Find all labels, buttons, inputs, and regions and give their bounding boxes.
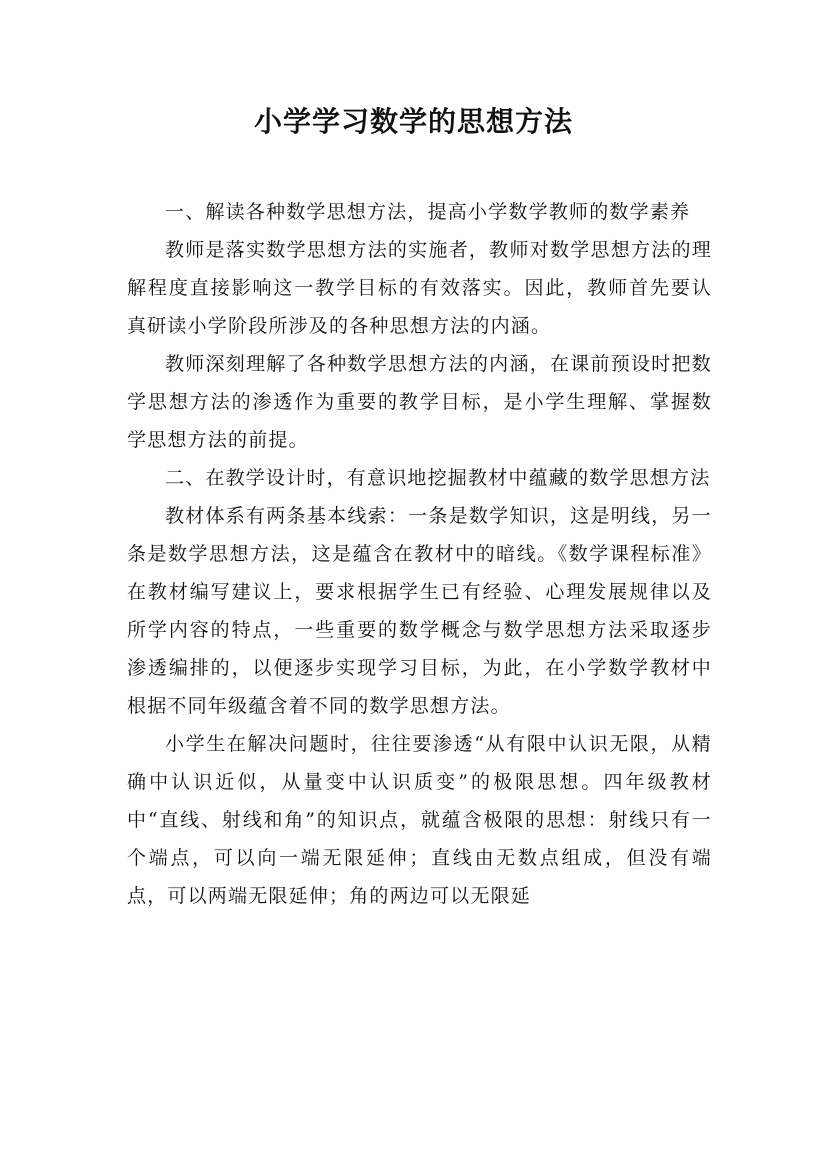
heading-section-1: 一、解读各种数学思想方法，提高小学数学教师的数学素养	[165, 201, 691, 223]
paragraph-limit-thinking: 小学生在解决问题时，往往要渗透“从有限中认识无限，从精确中认识近似，从量变中认识质变”的极限思想。四年级教材中“直线、射线和角”的知识点，就蕴含极限的思想：射线只有一个端点，可以向一端无限延伸；直线由无数点组成，但没有端点，可以两端无限延伸；角的两边可以无限延	[127, 733, 712, 907]
paragraph-teacher-understanding: 教师深刻理解了各种数学思想方法的内涵，在课前预设时把数学思想方法的渗透作为重要的教学目标，是小学生理解、掌握数学思想方法的前提。	[127, 353, 712, 451]
paragraph-textbook-threads: 教材体系有两条基本线索：一条是数学知识，这是明线，另一条是数学思想方法，这是蕴含在教材中的暗线。《数学课程标准》在教材编写建议上，要求根据学生已有经验、心理发展规律以及所学内容的特点，一些重要的数学概念与数学思想方法采取逐步渗透编排的，以便逐步实现学习目标，为此，在小学数学教材中根据不同年级蕴含着不同的数学思想方法。	[127, 505, 712, 717]
heading-section-2: 二、在教学设计时，有意识地挖掘教材中蕴藏的数学思想方法	[165, 467, 711, 489]
paragraph-teacher-role: 教师是落实数学思想方法的实施者，教师对数学思想方法的理解程度直接影响这一教学目标的有效落实。因此，教师首先要认真研读小学阶段所涉及的各种思想方法的内涵。	[127, 239, 712, 337]
document-body	[127, 193, 712, 915]
document-title: 小学学习数学的思想方法	[253, 105, 573, 138]
